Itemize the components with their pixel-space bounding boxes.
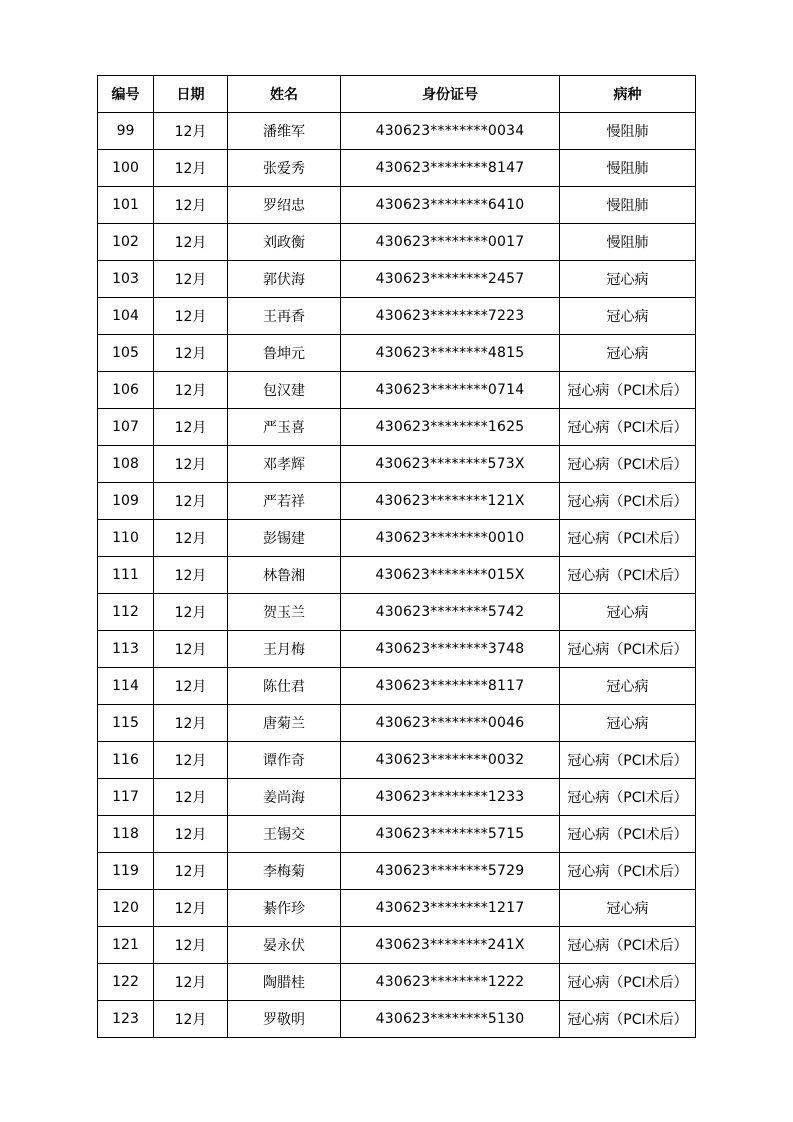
cell-disease: 冠心病（PCI术后） xyxy=(560,742,696,779)
cell-date: 12月 xyxy=(154,668,228,705)
cell-disease: 冠心病（PCI术后） xyxy=(560,816,696,853)
cell-name: 包汉建 xyxy=(228,372,341,409)
cell-date: 12月 xyxy=(154,150,228,187)
cell-disease: 慢阻肺 xyxy=(560,113,696,150)
cell-name: 王月梅 xyxy=(228,631,341,668)
cell-id-number: 430623********6410 xyxy=(341,187,560,224)
cell-number: 122 xyxy=(98,964,154,1001)
cell-name: 张爱秀 xyxy=(228,150,341,187)
cell-disease: 冠心病（PCI术后） xyxy=(560,483,696,520)
table-row xyxy=(98,372,696,409)
cell-number: 100 xyxy=(98,150,154,187)
cell-number: 117 xyxy=(98,779,154,816)
header-row xyxy=(98,76,696,113)
cell-number: 99 xyxy=(98,113,154,150)
cell-disease: 冠心病（PCI术后） xyxy=(560,557,696,594)
cell-id-number: 430623********5130 xyxy=(341,1001,560,1038)
table-row xyxy=(98,631,696,668)
cell-id-number: 430623********0010 xyxy=(341,520,560,557)
cell-name: 刘政衡 xyxy=(228,224,341,261)
cell-date: 12月 xyxy=(154,1001,228,1038)
cell-name: 陶腊桂 xyxy=(228,964,341,1001)
cell-date: 12月 xyxy=(154,779,228,816)
cell-name: 彭锡建 xyxy=(228,520,341,557)
cell-date: 12月 xyxy=(154,964,228,1001)
header-id-number: 身份证号 xyxy=(341,76,560,113)
cell-date: 12月 xyxy=(154,298,228,335)
cell-name: 严若祥 xyxy=(228,483,341,520)
cell-date: 12月 xyxy=(154,520,228,557)
header-name: 姓名 xyxy=(228,76,341,113)
cell-date: 12月 xyxy=(154,816,228,853)
cell-number: 102 xyxy=(98,224,154,261)
cell-number: 112 xyxy=(98,594,154,631)
cell-number: 121 xyxy=(98,927,154,964)
cell-name: 严玉喜 xyxy=(228,409,341,446)
cell-disease: 冠心病 xyxy=(560,298,696,335)
cell-number: 114 xyxy=(98,668,154,705)
cell-disease: 冠心病 xyxy=(560,335,696,372)
cell-disease: 冠心病（PCI术后） xyxy=(560,372,696,409)
cell-name: 林鲁湘 xyxy=(228,557,341,594)
cell-date: 12月 xyxy=(154,113,228,150)
patient-table-container xyxy=(97,75,695,1038)
table-row xyxy=(98,816,696,853)
cell-id-number: 430623********2457 xyxy=(341,261,560,298)
cell-disease: 冠心病（PCI术后） xyxy=(560,409,696,446)
cell-number: 110 xyxy=(98,520,154,557)
cell-number: 119 xyxy=(98,853,154,890)
cell-disease: 慢阻肺 xyxy=(560,187,696,224)
cell-id-number: 430623********0046 xyxy=(341,705,560,742)
cell-date: 12月 xyxy=(154,557,228,594)
cell-number: 118 xyxy=(98,816,154,853)
cell-date: 12月 xyxy=(154,853,228,890)
table-row xyxy=(98,779,696,816)
table-row xyxy=(98,1001,696,1038)
table-row xyxy=(98,890,696,927)
cell-name: 姜尚海 xyxy=(228,779,341,816)
cell-number: 106 xyxy=(98,372,154,409)
cell-disease: 冠心病 xyxy=(560,890,696,927)
cell-id-number: 430623********573X xyxy=(341,446,560,483)
header-date: 日期 xyxy=(154,76,228,113)
cell-date: 12月 xyxy=(154,705,228,742)
cell-date: 12月 xyxy=(154,372,228,409)
cell-name: 潘维军 xyxy=(228,113,341,150)
cell-name: 邓孝辉 xyxy=(228,446,341,483)
cell-name: 罗绍忠 xyxy=(228,187,341,224)
table-row xyxy=(98,520,696,557)
cell-number: 109 xyxy=(98,483,154,520)
cell-disease: 冠心病 xyxy=(560,594,696,631)
cell-date: 12月 xyxy=(154,409,228,446)
cell-id-number: 430623********0034 xyxy=(341,113,560,150)
cell-name: 晏永伏 xyxy=(228,927,341,964)
cell-date: 12月 xyxy=(154,261,228,298)
table-row xyxy=(98,964,696,1001)
cell-name: 郭伏海 xyxy=(228,261,341,298)
cell-date: 12月 xyxy=(154,187,228,224)
cell-disease: 冠心病 xyxy=(560,668,696,705)
cell-id-number: 430623********5729 xyxy=(341,853,560,890)
cell-date: 12月 xyxy=(154,224,228,261)
table-row xyxy=(98,483,696,520)
cell-disease: 冠心病（PCI术后） xyxy=(560,853,696,890)
cell-name: 王再香 xyxy=(228,298,341,335)
cell-number: 123 xyxy=(98,1001,154,1038)
table-row xyxy=(98,335,696,372)
cell-id-number: 430623********5715 xyxy=(341,816,560,853)
patient-table xyxy=(97,75,696,1038)
cell-name: 李梅菊 xyxy=(228,853,341,890)
cell-disease: 冠心病（PCI术后） xyxy=(560,631,696,668)
cell-id-number: 430623********5742 xyxy=(341,594,560,631)
table-body xyxy=(98,113,696,1038)
cell-id-number: 430623********1233 xyxy=(341,779,560,816)
cell-number: 116 xyxy=(98,742,154,779)
cell-disease: 慢阻肺 xyxy=(560,150,696,187)
cell-name: 陈仕君 xyxy=(228,668,341,705)
table-row xyxy=(98,705,696,742)
table-row xyxy=(98,853,696,890)
cell-number: 120 xyxy=(98,890,154,927)
cell-date: 12月 xyxy=(154,594,228,631)
table-row xyxy=(98,261,696,298)
cell-number: 107 xyxy=(98,409,154,446)
cell-disease: 冠心病 xyxy=(560,705,696,742)
cell-disease: 冠心病 xyxy=(560,261,696,298)
header-number: 编号 xyxy=(98,76,154,113)
cell-name: 王锡交 xyxy=(228,816,341,853)
table-row xyxy=(98,557,696,594)
cell-number: 104 xyxy=(98,298,154,335)
cell-disease: 冠心病（PCI术后） xyxy=(560,964,696,1001)
cell-id-number: 430623********0017 xyxy=(341,224,560,261)
table-row xyxy=(98,594,696,631)
table-row xyxy=(98,150,696,187)
cell-number: 115 xyxy=(98,705,154,742)
cell-number: 108 xyxy=(98,446,154,483)
table-row xyxy=(98,668,696,705)
table-row xyxy=(98,927,696,964)
cell-id-number: 430623********1217 xyxy=(341,890,560,927)
cell-id-number: 430623********4815 xyxy=(341,335,560,372)
cell-number: 111 xyxy=(98,557,154,594)
cell-id-number: 430623********3748 xyxy=(341,631,560,668)
cell-date: 12月 xyxy=(154,483,228,520)
table-row xyxy=(98,446,696,483)
cell-number: 113 xyxy=(98,631,154,668)
table-row xyxy=(98,113,696,150)
cell-date: 12月 xyxy=(154,890,228,927)
cell-disease: 冠心病（PCI术后） xyxy=(560,779,696,816)
cell-disease: 冠心病（PCI术后） xyxy=(560,927,696,964)
cell-number: 105 xyxy=(98,335,154,372)
cell-id-number: 430623********8117 xyxy=(341,668,560,705)
cell-name: 谭作奇 xyxy=(228,742,341,779)
cell-id-number: 430623********0032 xyxy=(341,742,560,779)
cell-id-number: 430623********1625 xyxy=(341,409,560,446)
cell-id-number: 430623********0714 xyxy=(341,372,560,409)
cell-date: 12月 xyxy=(154,446,228,483)
table-row xyxy=(98,187,696,224)
cell-date: 12月 xyxy=(154,335,228,372)
cell-number: 103 xyxy=(98,261,154,298)
cell-name: 綦作珍 xyxy=(228,890,341,927)
cell-name: 贺玉兰 xyxy=(228,594,341,631)
table-row xyxy=(98,298,696,335)
table-row xyxy=(98,224,696,261)
cell-name: 唐菊兰 xyxy=(228,705,341,742)
cell-date: 12月 xyxy=(154,631,228,668)
cell-id-number: 430623********241X xyxy=(341,927,560,964)
table-row xyxy=(98,742,696,779)
cell-id-number: 430623********1222 xyxy=(341,964,560,1001)
cell-id-number: 430623********121X xyxy=(341,483,560,520)
cell-name: 罗敬明 xyxy=(228,1001,341,1038)
cell-date: 12月 xyxy=(154,742,228,779)
cell-disease: 冠心病（PCI术后） xyxy=(560,446,696,483)
cell-id-number: 430623********8147 xyxy=(341,150,560,187)
cell-id-number: 430623********7223 xyxy=(341,298,560,335)
cell-number: 101 xyxy=(98,187,154,224)
cell-disease: 慢阻肺 xyxy=(560,224,696,261)
header-disease: 病种 xyxy=(560,76,696,113)
cell-disease: 冠心病（PCI术后） xyxy=(560,520,696,557)
cell-disease: 冠心病（PCI术后） xyxy=(560,1001,696,1038)
cell-name: 鲁坤元 xyxy=(228,335,341,372)
table-row xyxy=(98,409,696,446)
cell-id-number: 430623********015X xyxy=(341,557,560,594)
cell-date: 12月 xyxy=(154,927,228,964)
